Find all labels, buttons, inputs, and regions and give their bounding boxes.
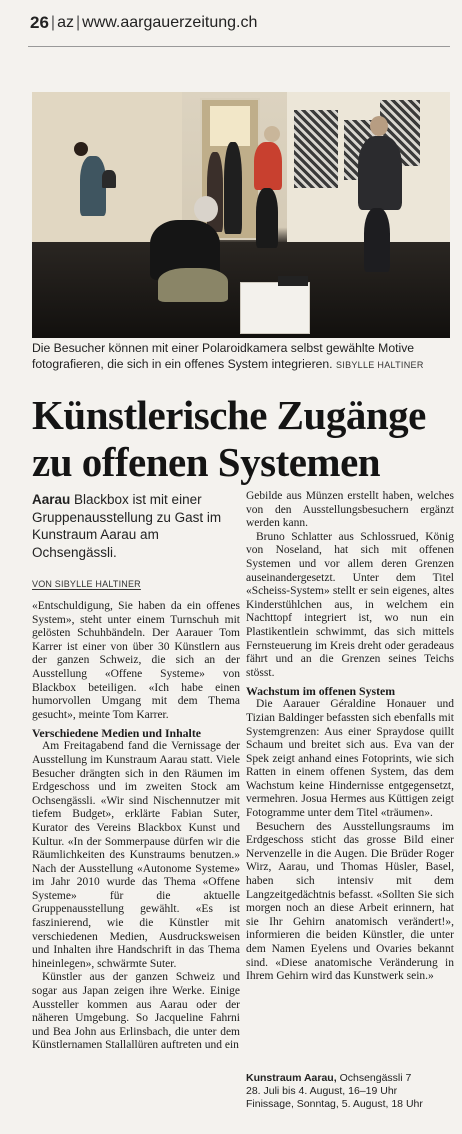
website-link[interactable]: www.aargauerzeitung.ch [82, 14, 258, 31]
page-header: 26 | az | www.aargauerzeitung.ch [30, 13, 258, 32]
info-finissage: Finissage, Sonntag, 5. August, 18 Uhr [246, 1098, 423, 1111]
article-headline: Künstlerische Zugänge zu offenen Systemen [32, 392, 426, 485]
paragraph: Am Freitagabend fand die Vernissage der Ausstellung im Kunstraum Aarau statt. Viele Besucher drängten sich in den Räumen im Erdgeschoss und im zweiten Stock am Ochsengässli. «Wir sind Nischennutzer mit tiefem Budget», erklärte Fabian Suter, Kurator des Vereins Blackbox Kunst und Kultur. «In der Sommerpause dürfen wir die Räumlichkeiten des Kunstraums benutzen.» Nach der Ausstellung «Autonome Systeme» im Jahr 2010 wurde das Thema «Offene Systeme» für die aktuelle Gruppenausstellung gewählt. «Es ist faszinierend, wie die Künstler mit verschiedenen Medien, Ausdrucksweisen und Inhalten ihre Handschrift in das Thema hineinlegen», schwärmte Suter. [32, 740, 240, 970]
paragraph: Besuchern des Ausstellungsraums im Erdgeschoss sticht das grosse Bild einer Nervenzelle in die Augen. Die Brüder Roger Wirz, Aarau, und Thomas Hüsler, Basel, haben sich intensiv mit dem Langzeitgedächtnis befasst. «Sollten Sie sich morgen noch an diese Arbeit erinnern, hat sie Ihr Gehirn anatomisch verändert!», informieren die beiden Künstler, die unter dem Namen Eyelens und Ovaries bekannt sind. «Diese anatomische Veränderung in Ihrem Gehirn wird das Kunstwerk sein.» [246, 820, 454, 983]
paragraph: Bruno Schlatter aus Schlossrued, König von Noseland, hat sich mit offenen Systemen und vor allem deren Grenzen auseinandergesetzt. Unter dem Titel «Scheiss-System» stellt er sein eigenes, altes Kinderstühlchen aus, in welchem ein Nachttopf integriert ist, wo nun ein Plastikentlein schwimmt, das sich mittels Fernsteuerung im Kreis dreht oder geradeaus fährt und an die Grenzen seines Teichs stösst. [246, 530, 454, 679]
article-photo [32, 92, 450, 338]
article-lead: Aarau Blackbox ist mit einer Gruppenausstellung zu Gast im Kunstraum Aarau am Ochsengässli. [32, 492, 222, 560]
article-column-1 [32, 600, 240, 1053]
photo-caption: Die Besucher können mit einer Polaroidkamera selbst gewählte Motive fotografieren, die sich in ein offenes System integrieren. SIBYLLE HALTINER [32, 341, 424, 371]
paragraph: Gebilde aus Münzen erstellt haben, welches von den Ausstellungsbesuchern ergänzt werden kann. [246, 490, 454, 530]
subheading: Verschiedene Medien und Inhalte [32, 726, 201, 741]
info-address: Ochsengässli 7 [339, 1072, 412, 1084]
info-dates: 28. Juli bis 4. August, 16–19 Uhr [246, 1085, 398, 1098]
paragraph: Künstler aus der ganzen Schweiz und sogar aus Japan zeigen ihre Werke. Einige Aussteller kommen aus Aarau oder der näheren Umgebung. So Jacqueline Fahrni und Bea John aus Erlinsbach, die unter dem Künstlernamen Stallallüren auftreten und ein [32, 971, 240, 1052]
subheading: Wachstum im offenen System [246, 684, 396, 699]
section-label: az [57, 14, 74, 31]
page-number: 26 [30, 13, 49, 32]
photo-credit: SIBYLLE HALTINER [335, 359, 424, 370]
header-divider [28, 46, 450, 47]
paragraph: Die Aarauer Géraldine Honauer und Tizian Baldinger befassten sich ebenfalls mit Systemgrenzen: Aus einer Spraydose quillt Schaum und breitet sich aus. Eva van der Spek zeigt anhand eines Fotoprints, wie sich Ratten in einem offenen System, das dem Wachstum keine Hindernisse entgegensetzt, vermehren. Josua Hermes aus Küttigen zeigt Fotogramme unter dem Titel «träumen». [246, 698, 454, 820]
article-column-2 [246, 490, 454, 984]
event-info [246, 1072, 456, 1112]
info-venue: Kunstraum Aarau, [246, 1072, 337, 1084]
exhibit-pedestal [240, 282, 310, 334]
paragraph: «Entschuldigung, Sie haben da ein offenes System», steht unter einem Turnschuh mit gelösten Schuhbändeln. Der Aarauer Tom Karrer ist einer von über 30 Künstlern aus der ganzen Schweiz, die sich an der Ausstellung «Offene Systeme» von Blackbox beteiligen. «Ich habe einen humorvollen Umgang mit dem Thema gesucht», meinte Tom Karrer. [32, 600, 240, 721]
polaroid-camera [278, 276, 308, 286]
lead-place: Aarau [32, 492, 71, 507]
byline: VON SIBYLLE HALTINER [32, 579, 141, 589]
